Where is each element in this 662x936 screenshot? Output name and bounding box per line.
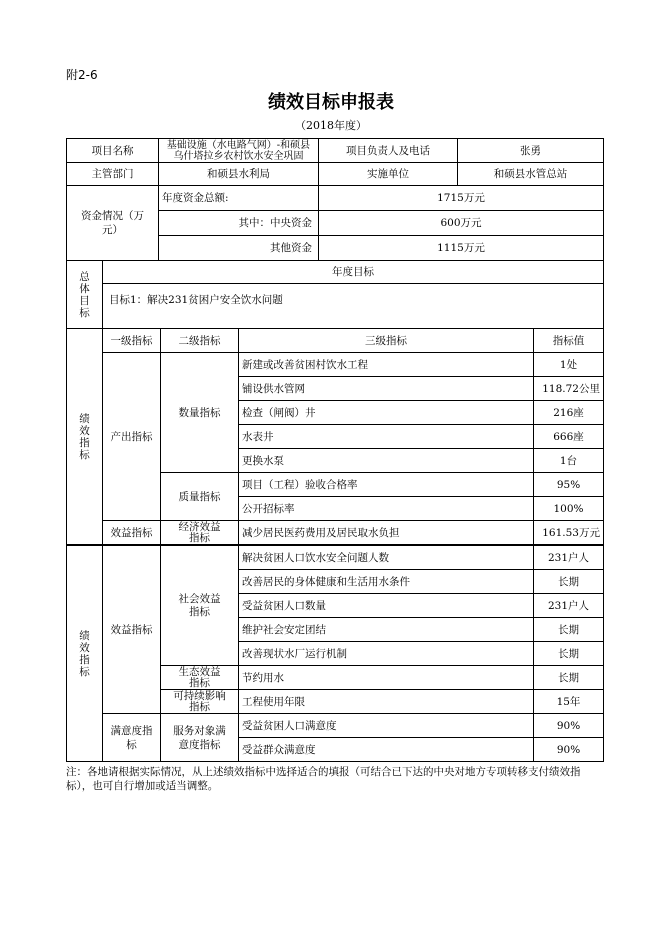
indicator-value: 231户人 [534, 546, 604, 570]
indicator-value: 长期 [534, 666, 604, 690]
impl-unit-label: 实施单位 [319, 163, 458, 186]
output-indicator-label: 产出指标 [103, 353, 161, 521]
indicator-name: 新建或改善贫困村饮水工程 [239, 353, 534, 377]
indicator-value: 长期 [534, 570, 604, 594]
indicators-table [66, 328, 604, 545]
funds-total-value: 1715万元 [319, 186, 604, 211]
footnote: 注：各地请根据实际情况，从上述绩效指标中选择适合的填报（可结合已下达的中央对地方专项转移支付绩效指标），也可自行增加或适当调整。 [66, 766, 581, 792]
satisfaction-indicator-label: 满意度指标 [103, 714, 161, 762]
overall-goal-table [66, 260, 604, 329]
indicator-value: 231户人 [534, 594, 604, 618]
indicator-value: 216座 [534, 401, 604, 425]
funds-central-label: 其中：中央资金 [159, 211, 319, 236]
indicator-value: 666座 [534, 425, 604, 449]
annex-label: 附2-6 [66, 68, 98, 82]
annual-goal-text: 目标1：解决231贫困户安全饮水问题 [103, 284, 604, 329]
indicator-name: 更换水泵 [239, 449, 534, 473]
indicator-value: 长期 [534, 618, 604, 642]
header-level1: 一级指标 [103, 329, 161, 353]
indicators-section-label-1: 绩效指标 [67, 329, 103, 545]
form-year: （2018年度） [295, 119, 367, 132]
project-name-label: 项目名称 [67, 139, 159, 163]
sustainability-label: 可持续影响指标 [161, 690, 239, 714]
indicator-value: 95% [534, 473, 604, 497]
header-level2: 二级指标 [161, 329, 239, 353]
service-satisfaction-label: 服务对象满意度指标 [161, 714, 239, 762]
funds-other-label: 其他资金 [159, 236, 319, 261]
social-benefit-label: 社会效益指标 [161, 546, 239, 666]
indicator-value: 90% [534, 714, 604, 738]
quality-indicator-label: 质量指标 [161, 473, 239, 521]
form-title: 绩效目标申报表 [268, 92, 394, 113]
indicator-name: 受益贫困人口数量 [239, 594, 534, 618]
indicator-value: 1处 [534, 353, 604, 377]
funds-table [66, 185, 604, 261]
indicator-value: 长期 [534, 642, 604, 666]
indicator-value: 90% [534, 738, 604, 762]
indicator-name: 水表井 [239, 425, 534, 449]
dept-value: 和硕县水利局 [159, 163, 319, 186]
economic-benefit-label: 经济效益指标 [161, 521, 239, 545]
indicator-name: 节约用水 [239, 666, 534, 690]
indicator-name: 铺设供水管网 [239, 377, 534, 401]
indicator-value: 100% [534, 497, 604, 521]
benefit-indicator-label-2: 效益指标 [103, 546, 161, 714]
project-leader-value: 张勇 [458, 139, 604, 163]
indicator-value: 161.53万元 [534, 521, 604, 545]
quantity-indicator-label: 数量指标 [161, 353, 239, 473]
indicators-table-2 [66, 545, 604, 762]
funds-other-value: 1115万元 [319, 236, 604, 261]
indicator-name: 改善现状水厂运行机制 [239, 642, 534, 666]
indicator-name: 工程使用年限 [239, 690, 534, 714]
project-name-value: 基础设施（水电路气网）-和硕县乌什塔拉乡农村饮水安全巩固 [159, 139, 319, 163]
header-level3: 三级指标 [239, 329, 534, 353]
indicators-section-label-2: 绩效指标 [67, 546, 103, 762]
indicator-value: 15年 [534, 690, 604, 714]
annual-goal-header: 年度目标 [103, 261, 604, 284]
header-value: 指标值 [534, 329, 604, 353]
funds-label: 资金情况（万元） [67, 186, 159, 261]
dept-label: 主管部门 [67, 163, 159, 186]
funds-total-label: 年度资金总额: [159, 186, 319, 211]
project-info-table [66, 138, 604, 186]
overall-goal-label: 总体目标 [67, 261, 103, 329]
indicator-value: 118.72公里 [534, 377, 604, 401]
indicator-name: 公开招标率 [239, 497, 534, 521]
indicator-name: 受益群众满意度 [239, 738, 534, 762]
indicator-name: 检查（闸阀）井 [239, 401, 534, 425]
eco-benefit-label: 生态效益指标 [161, 666, 239, 690]
indicator-name: 维护社会安定团结 [239, 618, 534, 642]
impl-unit-value: 和硕县水管总站 [458, 163, 604, 186]
indicator-name: 项目（工程）验收合格率 [239, 473, 534, 497]
indicator-value: 1台 [534, 449, 604, 473]
project-leader-label: 项目负责人及电话 [319, 139, 458, 163]
indicator-name: 改善居民的身体健康和生活用水条件 [239, 570, 534, 594]
funds-central-value: 600万元 [319, 211, 604, 236]
benefit-indicator-label: 效益指标 [103, 521, 161, 545]
indicator-name: 受益贫困人口满意度 [239, 714, 534, 738]
indicator-name: 解决贫困人口饮水安全问题人数 [239, 546, 534, 570]
indicator-name: 减少居民医药费用及居民取水负担 [239, 521, 534, 545]
